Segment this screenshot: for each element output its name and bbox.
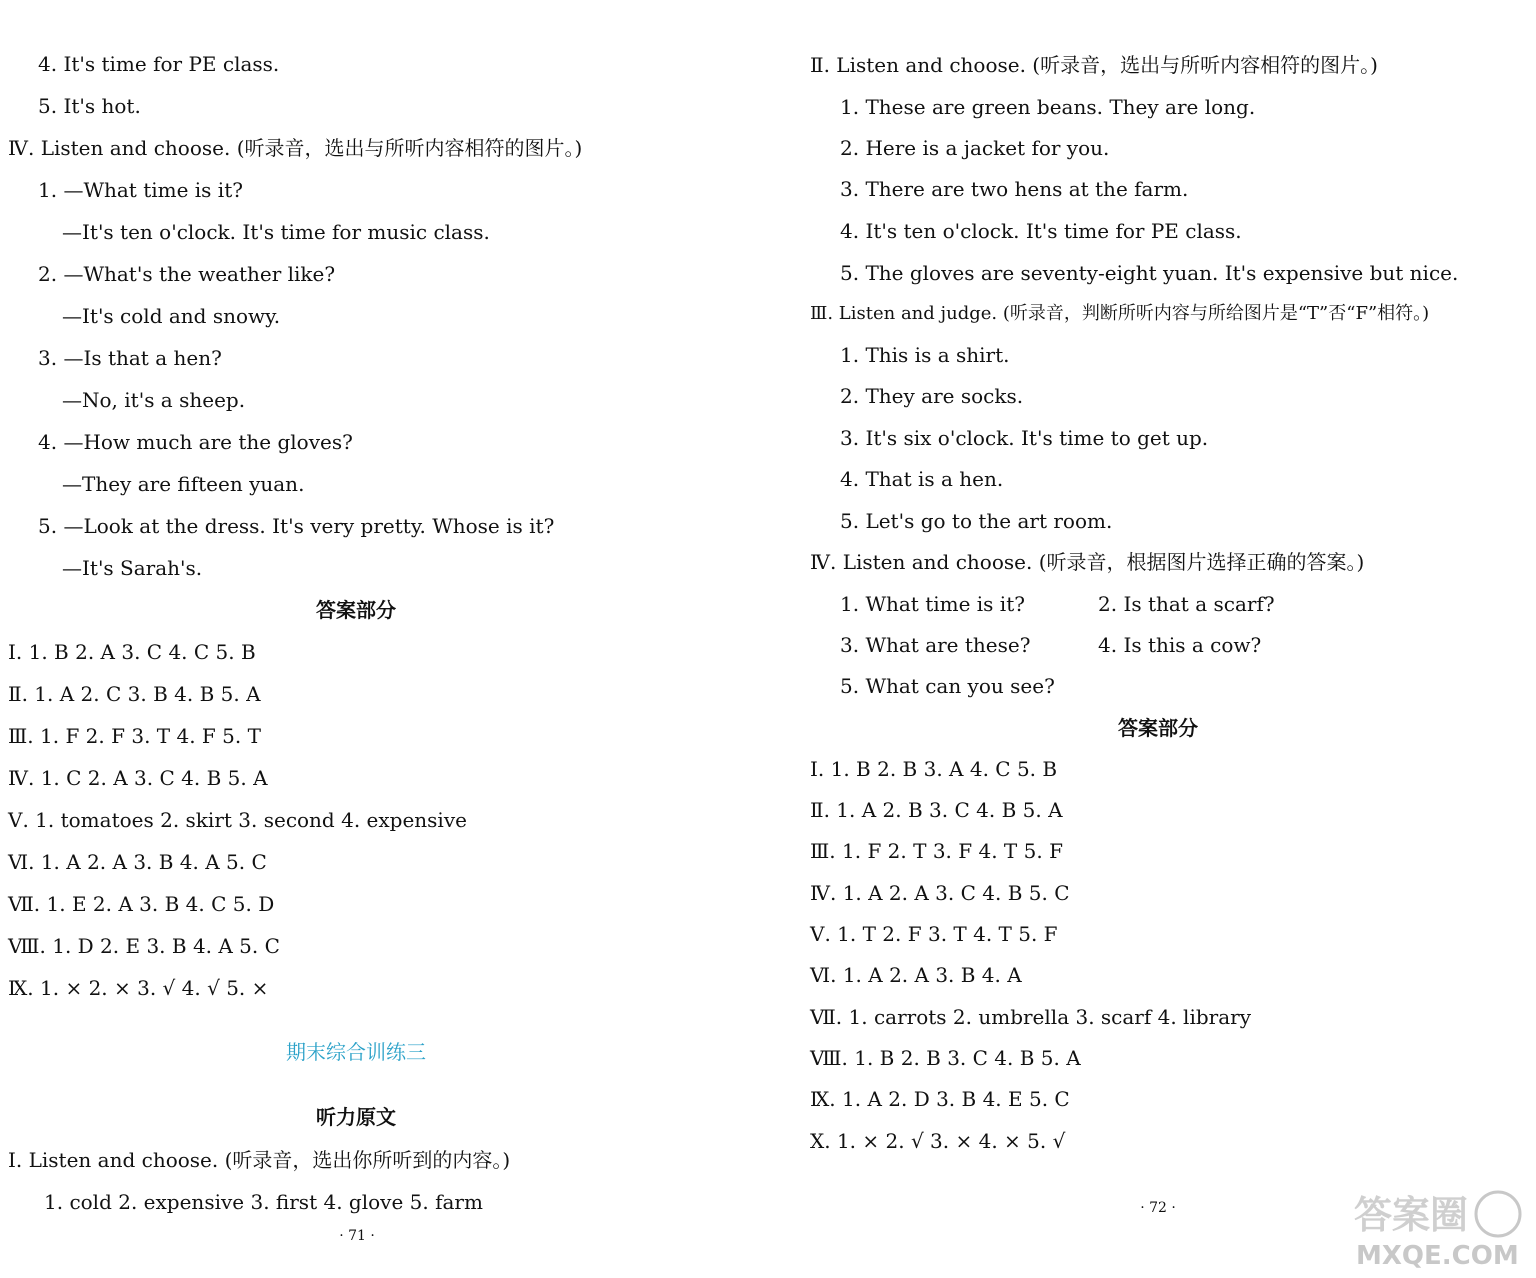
text-line: 4. —How much are the gloves? bbox=[38, 430, 353, 454]
answer-line: Ⅲ. 1. F 2. T 3. F 4. T 5. F bbox=[810, 839, 1063, 863]
text-line: 3. —Is that a hen? bbox=[38, 346, 222, 370]
question-heading: Ⅰ. Listen and choose. (听录音，选出你所听到的内容。) bbox=[8, 1148, 511, 1172]
answer-line: Ⅵ. 1. A 2. A 3. B 4. A 5. C bbox=[8, 850, 267, 874]
text-line: 2. —What's the weather like? bbox=[38, 262, 336, 286]
answer-line: Ⅸ. 1. A 2. D 3. B 4. E 5. C bbox=[810, 1087, 1070, 1111]
answer-line: Ⅷ. 1. D 2. E 3. B 4. A 5. C bbox=[8, 934, 280, 958]
answers-heading: 答案部分 bbox=[1118, 716, 1198, 740]
text-line: 2. Here is a jacket for you. bbox=[840, 136, 1110, 160]
text-line: 4. It's ten o'clock. It's time for PE class. bbox=[840, 219, 1242, 243]
question-heading: Ⅲ. Listen and judge. (听录音，判断所听内容与所给图片是“T”否“F”相符。) bbox=[810, 303, 1430, 324]
text-line: 4. It's time for PE class. bbox=[38, 52, 280, 76]
grid-item: 4. Is this a cow? bbox=[1098, 633, 1262, 657]
answer-line: Ⅳ. 1. A 2. A 3. C 4. B 5. C bbox=[810, 881, 1070, 905]
watermark-ring-icon bbox=[1476, 1192, 1520, 1236]
answer-line: Ⅷ. 1. B 2. B 3. C 4. B 5. A bbox=[810, 1046, 1081, 1070]
grid-item: 2. Is that a scarf? bbox=[1098, 592, 1275, 616]
watermark-logo bbox=[1348, 1186, 1528, 1272]
page-number: · 71 · bbox=[339, 1228, 375, 1244]
text-line: 1. —What time is it? bbox=[38, 178, 243, 202]
answer-line: Ⅱ. 1. A 2. C 3. B 4. B 5. A bbox=[8, 682, 261, 706]
answer-line: Ⅳ. 1. C 2. A 3. C 4. B 5. A bbox=[8, 766, 268, 790]
grid-item: 5. What can you see? bbox=[840, 674, 1055, 698]
question-heading: Ⅳ. Listen and choose. (听录音，选出与所听内容相符的图片。) bbox=[8, 136, 583, 160]
answer-line: Ⅶ. 1. carrots 2. umbrella 3. scarf 4. library bbox=[810, 1005, 1251, 1029]
watermark-url: MXQE.COM bbox=[1356, 1241, 1519, 1271]
answer-line: Ⅵ. 1. A 2. A 3. B 4. A bbox=[810, 963, 1022, 987]
watermark-logo-text: 答案圈 bbox=[1354, 1193, 1469, 1237]
text-line: 5. It's hot. bbox=[38, 94, 141, 118]
answers-heading: 答案部分 bbox=[316, 598, 396, 622]
grid-item: 1. What time is it? bbox=[840, 592, 1025, 616]
text-line: 3. It's six o'clock. It's time to get up. bbox=[840, 426, 1209, 450]
text-line: —They are fifteen yuan. bbox=[62, 472, 305, 496]
question-heading: Ⅱ. Listen and choose. (听录音，选出与所听内容相符的图片。) bbox=[810, 53, 1378, 77]
answer-line: Ⅶ. 1. E 2. A 3. B 4. C 5. D bbox=[8, 892, 275, 916]
question-heading: Ⅳ. Listen and choose. (听录音，根据图片选择正确的答案。) bbox=[810, 550, 1365, 574]
answer-line: Ⅰ. 1. B 2. B 3. A 4. C 5. B bbox=[810, 757, 1058, 781]
text-line: 4. That is a hen. bbox=[840, 467, 1004, 491]
text-line: 5. —Look at the dress. It's very pretty. Whose is it? bbox=[38, 514, 555, 538]
text-line: 1. These are green beans. They are long. bbox=[840, 95, 1256, 119]
page-number: · 72 · bbox=[1140, 1200, 1176, 1216]
text-line: —It's Sarah's. bbox=[62, 556, 203, 580]
listening-heading: 听力原文 bbox=[316, 1105, 396, 1129]
answer-line: Ⅴ. 1. T 2. F 3. T 4. T 5. F bbox=[810, 922, 1058, 946]
section-title: 期末综合训练三 bbox=[286, 1040, 426, 1064]
text-line: 5. Let's go to the art room. bbox=[840, 509, 1113, 533]
answer-line: Ⅰ. 1. B 2. A 3. C 4. C 5. B bbox=[8, 640, 256, 664]
text-line: 1. cold 2. expensive 3. first 4. glove 5. farm bbox=[44, 1190, 483, 1214]
text-line: 2. They are socks. bbox=[840, 384, 1024, 408]
answer-line: Ⅴ. 1. tomatoes 2. skirt 3. second 4. expensive bbox=[8, 808, 467, 832]
right-page bbox=[768, 0, 1536, 1278]
text-line: —It's cold and snowy. bbox=[62, 304, 281, 328]
grid-item: 3. What are these? bbox=[840, 633, 1031, 657]
answer-line: Ⅲ. 1. F 2. F 3. T 4. F 5. T bbox=[8, 724, 261, 748]
text-line: —It's ten o'clock. It's time for music class. bbox=[62, 220, 490, 244]
text-line: 3. There are two hens at the farm. bbox=[840, 177, 1189, 201]
answer-line: Ⅸ. 1. × 2. × 3. √ 4. √ 5. × bbox=[8, 976, 269, 1000]
answer-line: Ⅹ. 1. × 2. √ 3. × 4. × 5. √ bbox=[810, 1129, 1066, 1153]
text-line: 5. The gloves are seventy-eight yuan. It's expensive but nice. bbox=[840, 261, 1459, 285]
text-line: —No, it's a sheep. bbox=[62, 388, 246, 412]
answer-line: Ⅱ. 1. A 2. B 3. C 4. B 5. A bbox=[810, 798, 1063, 822]
text-line: 1. This is a shirt. bbox=[840, 343, 1010, 367]
